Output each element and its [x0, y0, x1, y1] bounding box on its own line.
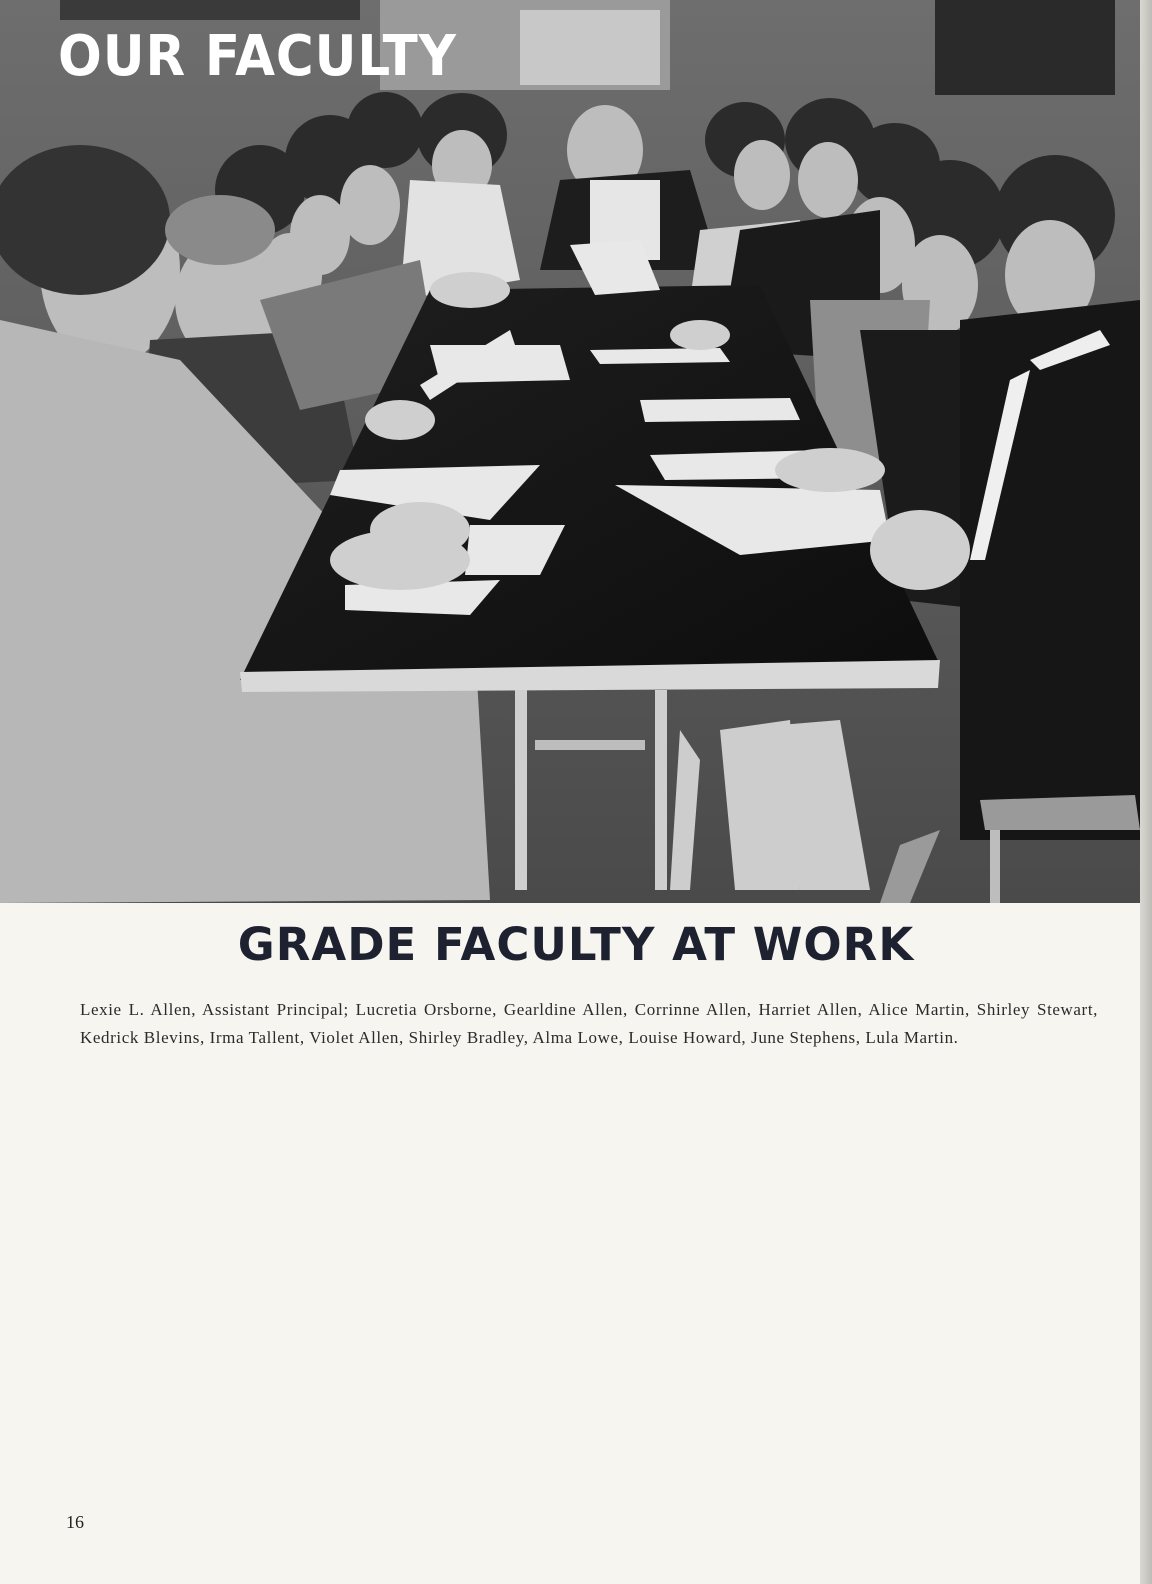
section-title: OUR FACULTY [58, 24, 457, 89]
caption-title: GRADE FACULTY AT WORK [237, 918, 915, 971]
page-number: 16 [66, 1512, 84, 1532]
faculty-names: Lexie L. Allen, Assistant Principal; Lucretia Orsborne, Gearldine Allen, Corrinne Allen, Harriet Allen, Alice Martin, Shirley Stewart, Kedrick Blevins, Irma Tallent, Violet Allen, Shirley Bradley, Alma Lowe, Louise Howard, June Stephens, Lula Martin. [80, 1000, 1098, 1047]
page-edge [1140, 0, 1152, 1584]
